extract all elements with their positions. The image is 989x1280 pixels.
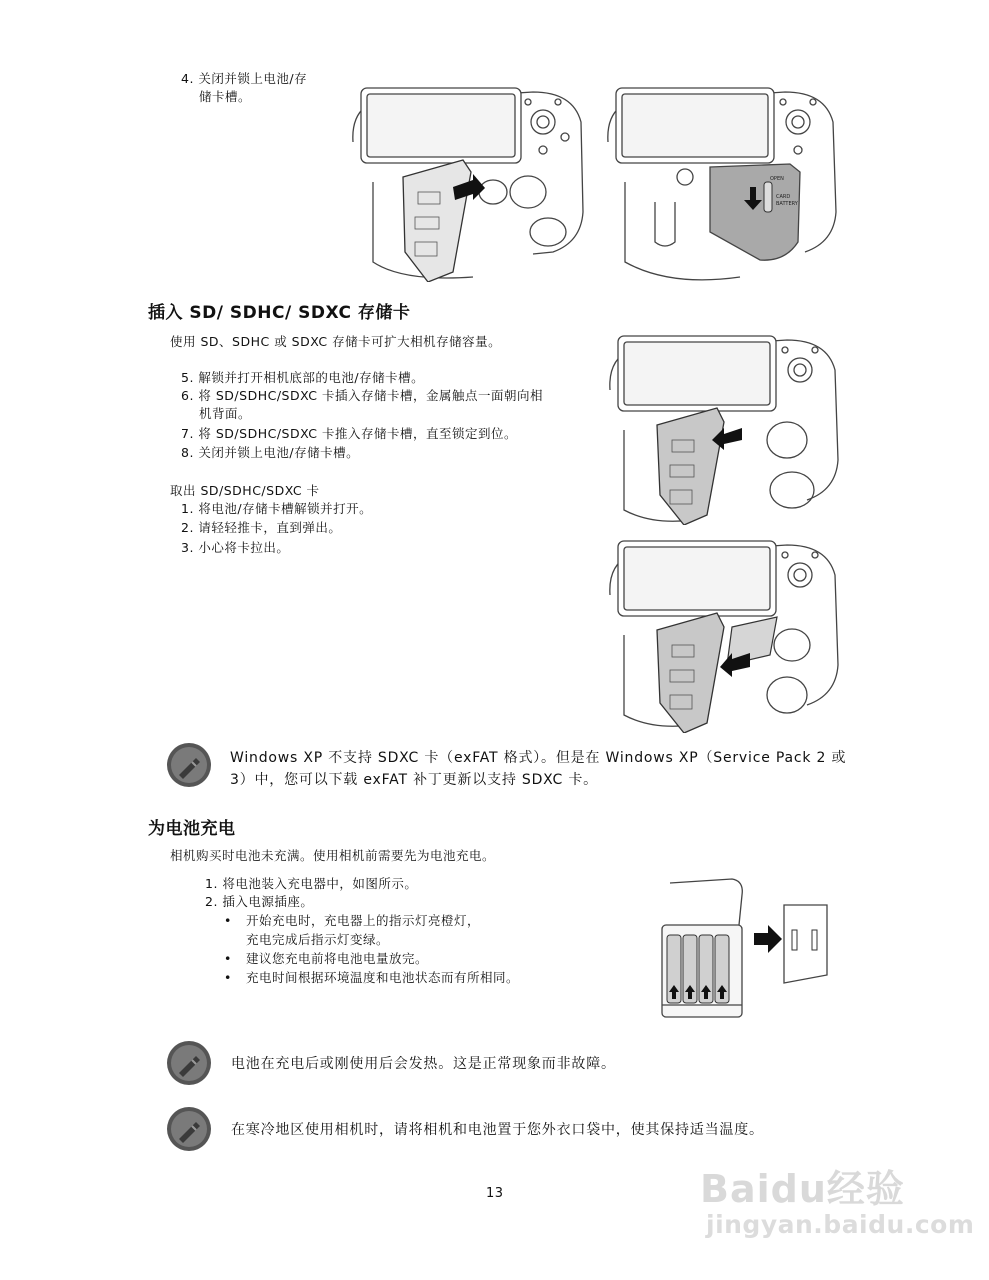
bullet1-line1: 开始充电时，充电器上的指示灯亮橙灯， — [246, 913, 481, 928]
camera-door-closing-illustration — [343, 82, 590, 282]
charger-illustration — [652, 875, 837, 1025]
bullet1-line2: 充电完成后指示灯变绿。 — [246, 932, 390, 947]
remove-step1: 1. 将电池/存储卡槽解锁并打开。 — [181, 501, 373, 516]
remove-step3: 3. 小心将卡拉出。 — [181, 540, 290, 555]
note-icon — [166, 742, 212, 788]
note-icon — [166, 1106, 212, 1152]
bullet2-text: 建议您充电前将电池电量放完。 — [246, 951, 429, 966]
card-label: CARD — [776, 194, 791, 200]
remove-step2: 2. 请轻轻推卡，直到弹出。 — [181, 520, 342, 535]
note-sdxc-line1: Windows XP 不支持 SDXC 卡（exFAT 格式）。但是在 Windows XP（Service Pack 2 或 — [230, 750, 847, 766]
sd-section-title: 插入 SD/ SDHC/ SDXC 存储卡 — [148, 303, 411, 323]
sd-step6-line1: 6. 将 SD/SDHC/SDXC 卡插入存储卡槽，金属触点一面朝向相 — [181, 388, 543, 403]
camera-door-closed-illustration — [600, 82, 840, 282]
bullet-1: • — [224, 913, 232, 928]
sd-intro: 使用 SD、SDHC 或 SDXC 存储卡可扩大相机存储容量。 — [170, 334, 502, 349]
note-heat: 电池在充电后或刚使用后会发热。这是正常现象而非故障。 — [231, 1056, 616, 1072]
remove-title: 取出 SD/SDHC/SDXC 卡 — [170, 483, 320, 498]
note-sdxc-line2: 3）中，您可以下载 exFAT 补丁更新以支持 SDXC 卡。 — [230, 772, 598, 788]
watermark-url: jingyan.baidu.com — [706, 1210, 975, 1239]
note-icon — [166, 1040, 212, 1086]
sd-step8: 8. 关闭并锁上电池/存储卡槽。 — [181, 445, 360, 460]
bullet-3: • — [224, 970, 232, 985]
open-label: OPEN — [770, 176, 784, 182]
watermark-brand: Baidu经验 — [700, 1167, 905, 1211]
charge-step2: 2. 插入电源插座。 — [205, 894, 314, 909]
bullet3-text: 充电时间根据环境温度和电池状态而有所相同。 — [246, 970, 520, 985]
charge-step1: 1. 将电池装入充电器中，如图所示。 — [205, 876, 418, 891]
battery-label: BATTERY — [776, 201, 798, 207]
page-number: 13 — [486, 1186, 504, 1201]
sd-step6-line2: 机背面。 — [199, 406, 252, 421]
note-cold: 在寒冷地区使用相机时，请将相机和电池置于您外衣口袋中，使其保持适当温度。 — [231, 1122, 764, 1138]
step4-line1: 4. 关闭并锁上电池/存 — [181, 71, 308, 86]
step4-line2: 储卡槽。 — [199, 89, 252, 104]
bullet-2: • — [224, 951, 232, 966]
sd-step7: 7. 将 SD/SDHC/SDXC 卡推入存储卡槽，直至锁定到位。 — [181, 426, 517, 441]
charge-intro: 相机购买时电池未充满。使用相机前需要先为电池充电。 — [170, 848, 496, 863]
card-insert-illustration — [602, 535, 842, 733]
charge-section-title: 为电池充电 — [148, 819, 236, 839]
camera-door-open-illustration — [602, 330, 842, 525]
sd-step5: 5. 解锁并打开相机底部的电池/存储卡槽。 — [181, 370, 425, 385]
